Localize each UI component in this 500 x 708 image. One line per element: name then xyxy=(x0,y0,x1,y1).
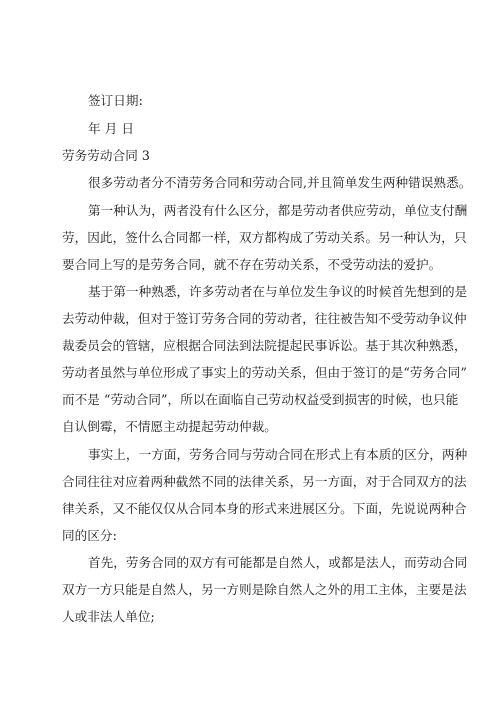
date-line: 年 月 日 xyxy=(88,121,135,136)
section-title: 劳务劳动合同 3 xyxy=(62,148,150,163)
paragraph-line: 基于第一种熟悉，许多劳动者在与单位发生争议的时候首先想到的是 xyxy=(88,284,468,299)
paragraph-line: 首先，劳务合同的双方有可能都是自然人，或都是法人，而劳动合同 xyxy=(88,555,468,570)
paragraph-line: 第一种认为，两者没有什么区分，都是劳动者供应劳动，单位支付酬 xyxy=(88,203,468,218)
paragraph-line: 合同往往对应着两种截然不同的法律关系，另一方面，对于合同双方的法 xyxy=(62,474,467,489)
sign-date-label: 签订日期: xyxy=(88,93,143,108)
paragraph-line: 劳，因此，签什么合同都一样，双方都构成了劳动关系。另一种认为，只 xyxy=(62,230,467,245)
paragraph-line: 劳动者虽然与单位形成了事实上的劳动关系，但由于签订的是“劳务合同” xyxy=(62,365,467,380)
paragraph-line: 自认倒霉，不情愿主动提起劳动仲裁。 xyxy=(62,419,277,434)
paragraph-line: 人或非法人单位; xyxy=(62,609,155,624)
paragraph-line: 律关系，又不能仅仅从合同本身的形式来进展区分。下面，先说说两种合 xyxy=(62,501,467,516)
paragraph-line: 去劳动仲裁，但对于签订劳务合同的劳动者，往往被告知不受劳动争议仲 xyxy=(62,311,467,326)
paragraph-line: 而不是 “劳动合同”，所以在面临自己劳动权益受到损害的时候，也只能 xyxy=(62,392,459,407)
paragraph-line: 裁委员会的管辖，应根据合同法到法院提起民事诉讼。基于其次种熟悉， xyxy=(62,338,467,353)
paragraph-line: 双方一方只能是自然人，另一方则是除自然人之外的用工主体，主要是法 xyxy=(62,582,467,597)
paragraph-line: 很多劳动者分不清劳务合同和劳动合同,并且简单发生两种错误熟悉。 xyxy=(88,175,472,190)
paragraph-line: 事实上，一方面，劳务合同与劳动合同在形式上有本质的区分，两种 xyxy=(88,447,468,462)
paragraph-line: 要合同上写的是劳务合同，就不存在劳动关系，不受劳动法的爱护。 xyxy=(62,257,442,272)
paragraph-line: 同的区分: xyxy=(62,528,117,543)
